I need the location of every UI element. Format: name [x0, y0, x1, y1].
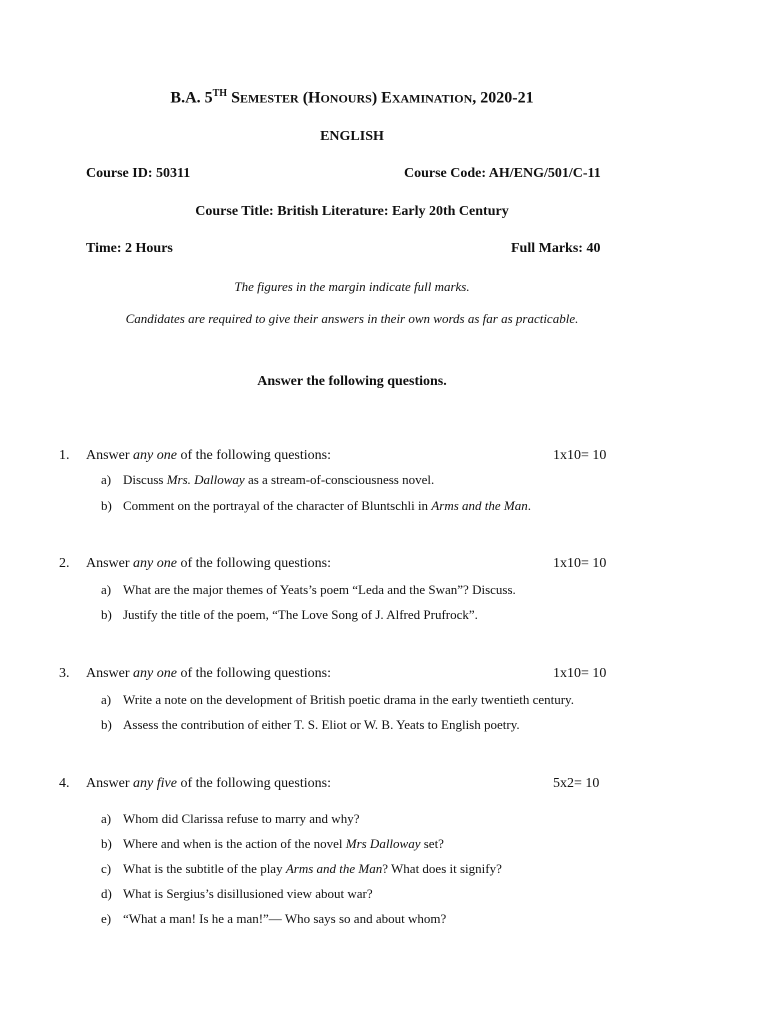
exam-title: B.A. 5TH SEMESTER (HONOURS) EXAMINATION, 2020-21: [170, 88, 534, 107]
question-3-marks: 1x10= 10: [553, 666, 607, 681]
marks-note: The figures in the margin indicate full marks.: [234, 279, 470, 294]
question-3a: a) Write a note on the development of British poetic drama in the early twentieth century.: [101, 692, 574, 707]
subject-heading: ENGLISH: [320, 129, 384, 144]
question-2b: b) Justify the title of the poem, “The Love Song of J. Alfred Prufrock”.: [101, 607, 478, 622]
question-4d: d) What is Sergius’s disillusioned view about war?: [101, 886, 373, 901]
course-title: Course Title: British Literature: Early 20th Century: [195, 204, 509, 219]
course-code: Course Code: AH/ENG/501/C-11: [404, 166, 601, 181]
question-4-prompt: Answer any five of the following questions:: [86, 776, 331, 791]
question-2-marks: 1x10= 10: [553, 556, 607, 571]
question-1-prompt: Answer any one of the following questions:: [86, 448, 331, 463]
question-1-number: 1.: [59, 448, 70, 463]
question-1b: b) Comment on the portrayal of the character of Bluntschli in Arms and the Man.: [101, 498, 531, 513]
question-3b: b) Assess the contribution of either T. S. Eliot or W. B. Yeats to English poetry.: [101, 717, 520, 732]
course-id: Course ID: 50311: [86, 166, 191, 181]
question-4b: b) Where and when is the action of the novel Mrs Dalloway set?: [101, 836, 444, 851]
question-1a: a) Discuss Mrs. Dalloway as a stream-of-consciousness novel.: [101, 472, 435, 487]
full-marks: Full Marks: 40: [511, 241, 601, 256]
question-4a: a) Whom did Clarissa refuse to marry and why?: [101, 811, 360, 826]
question-3-prompt: Answer any one of the following questions:: [86, 666, 331, 681]
question-4c: c) What is the subtitle of the play Arms and the Man? What does it signify?: [101, 861, 502, 876]
question-4-number: 4.: [59, 776, 70, 791]
question-2-prompt: Answer any one of the following questions:: [86, 556, 331, 571]
question-1-marks: 1x10= 10: [553, 448, 607, 463]
exam-time: Time: 2 Hours: [86, 241, 173, 256]
question-2-number: 2.: [59, 556, 70, 571]
question-2a: a) What are the major themes of Yeats’s poem “Leda and the Swan”? Discuss.: [101, 582, 516, 597]
candidates-note: Candidates are required to give their answers in their own words as far as practicable.: [125, 311, 579, 326]
question-3-number: 3.: [59, 666, 70, 681]
question-4-marks: 5x2= 10: [553, 776, 600, 791]
question-4e: e) “What a man! Is he a man!”— Who says so and about whom?: [101, 911, 447, 926]
instruction: Answer the following questions.: [257, 374, 447, 389]
